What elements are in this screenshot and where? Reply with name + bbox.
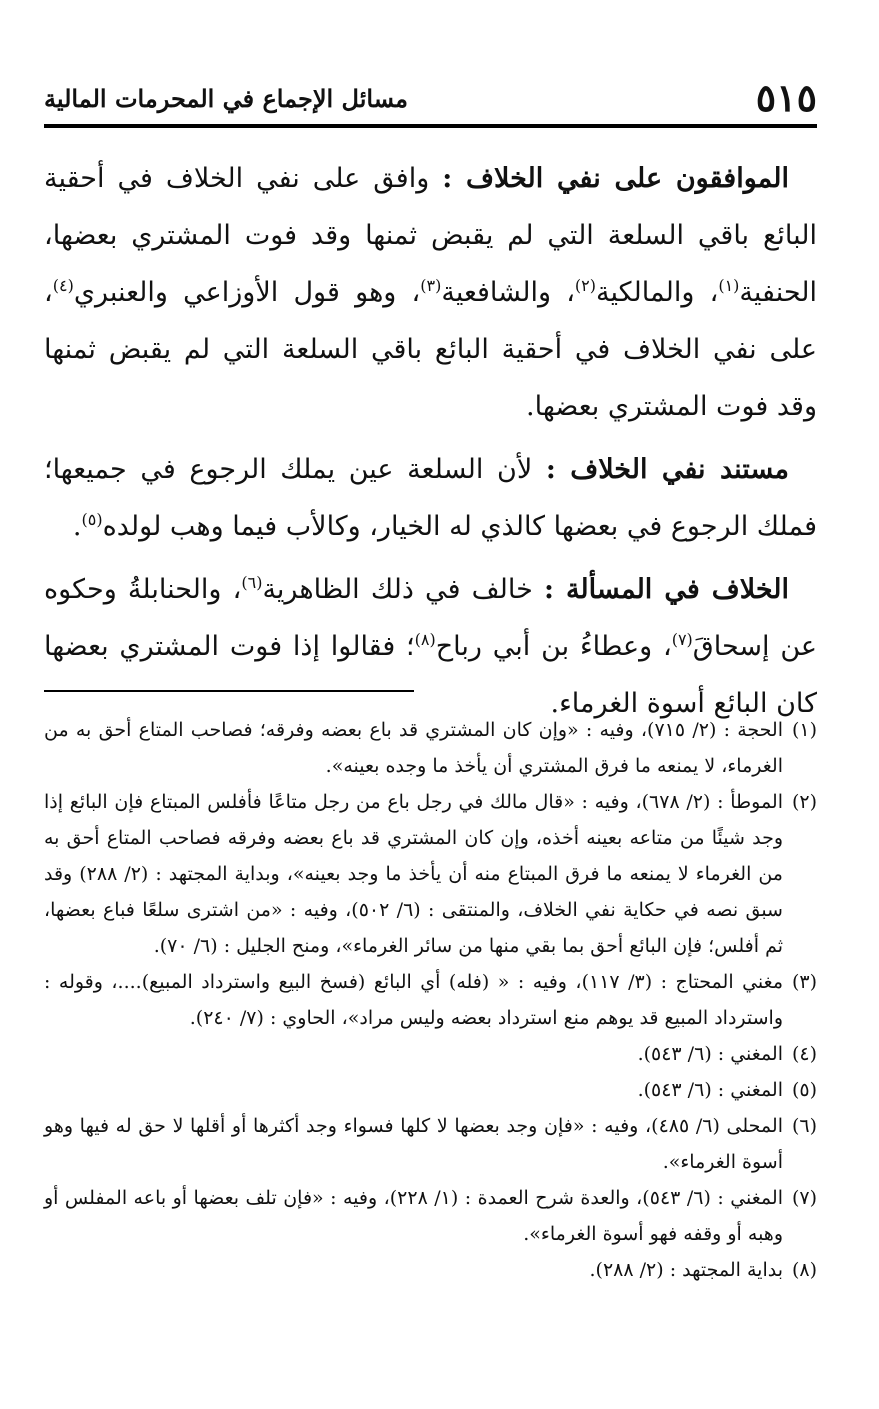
footnote-number: (٤)	[791, 1043, 817, 1065]
page-number: ٥١٥	[755, 75, 817, 120]
paragraph-text: ، وهو قول الأوزاعي والعنبري	[73, 277, 421, 308]
footnote-text: المحلى (٦/ ٤٨٥)، وفيه : «فإن وجد بعضها لا كلها فسواء وجد أكثرها أو أقلها لا حق له فيها وهو أسوة الغرماء».	[44, 1115, 783, 1173]
paragraph-text: ، وعطاءُ بن أبي رباح	[435, 631, 672, 662]
footnote-ref: (١)	[718, 276, 740, 295]
footnote-number: (٢)	[791, 791, 817, 813]
paragraph-text: ، على نفي الخلاف في أحقية البائع باقي السلعة التي لم يقبض ثمنها وقد فوت المشتري بعضها.	[44, 277, 817, 422]
footnote	[44, 1252, 817, 1288]
footnote	[44, 712, 817, 784]
paragraph-text: ؛ فقالوا إذا فوت المشتري بعضها كان البائع أسوة الغرماء.	[44, 631, 817, 719]
footnote-text: الحجة : (٢/ ٧١٥)، وفيه : «وإن كان المشتري قد باع بعضه وفرقه؛ فصاحب المتاع أحق به من الغرماء، لا يمنعه ما فرق المشتري أن يأخذ ما وجده بعينه».	[44, 719, 783, 777]
footnote-ref: (٤)	[52, 276, 74, 295]
footnote-number: (٨)	[791, 1259, 817, 1281]
paragraph-text: .	[72, 511, 82, 542]
footnote-text: المغني : (٦/ ٥٤٣).	[637, 1043, 783, 1065]
footnote-text: الموطأ : (٢/ ٦٧٨)، وفيه : «قال مالك في رجل باع من رجل متاعًا فأفلس المبتاع فإن البائع إذا وجد شيئًا من متاعه بعينه أخذه، وإن كان المشتري قد باع بعضه وفرقه فصاحب المتاع أحق به من الغرماء لا يمنعه ما فرق المبتاع منه أن يأخذ ما وجد بعينه»، وبداية المجتهد : (٢/ ٢٨٨) وقد سبق نصه في حكاية نفي الخلاف، والمنتقى : (٦/ ٥٠٢)، وفيه : «من اشترى سلعًا فباع بعضها، ثم أفلس؛ فإن البائع أحق بما بقي منها من سائر الغرماء»، ومنح الجليل : (٦/ ٧٠).	[44, 791, 783, 957]
footnote-text: المغني : (٦/ ٥٤٣).	[637, 1079, 783, 1101]
paragraph-heading: مستند نفي الخلاف :	[545, 454, 789, 485]
footnote-text: بداية المجتهد : (٢/ ٢٨٨).	[589, 1259, 783, 1281]
paragraph-basis	[44, 441, 817, 555]
footnote-ref: (٢)	[574, 276, 597, 295]
header-rule	[44, 124, 817, 128]
paragraph-text: لأن السلعة عين يملك الرجوع في جميعها؛ فملك الرجوع في بعضها كالذي له الخيار، وكالأب فيما وهب لولده	[44, 454, 817, 542]
footnote	[44, 1180, 817, 1252]
paragraph-text: خالف في ذلك الظاهرية	[262, 574, 544, 605]
paragraph-agreeing	[44, 150, 817, 435]
paragraph-disagreement	[44, 561, 817, 732]
paragraph-heading: الموافقون على نفي الخلاف :	[442, 163, 789, 194]
paragraph-heading: الخلاف في المسألة :	[543, 574, 789, 605]
footnote-ref: (٣)	[420, 276, 442, 295]
footnote-ref: (٨)	[414, 630, 436, 649]
paragraph-text: ، والشافعية	[441, 277, 575, 308]
footnote	[44, 1036, 817, 1072]
paragraph-text: ، والحنابلةُ وحكوه عن إسحاقَ	[44, 574, 817, 662]
paragraph-text: وافق على نفي الخلاف في أحقية البائع باقي السلعة التي لم يقبض ثمنها وقد فوت المشتري بعضها، الحنفية	[44, 163, 817, 308]
footnote-number: (٧)	[791, 1187, 817, 1209]
footnote-number: (١)	[791, 719, 817, 741]
footnote-separator	[44, 690, 414, 692]
footnote-number: (٣)	[791, 971, 817, 993]
footnote-number: (٦)	[791, 1115, 817, 1137]
footnote-text: مغني المحتاج : (٣/ ١١٧)، وفيه : « (فله) أي البائع (فسخ البيع واسترداد المبيع)....، وقوله : واسترداد المبيع قد يوهم منع استرداد بعضه وليس مراد»، الحاوي : (٧/ ٢٤٠).	[44, 971, 783, 1029]
footnote-number: (٥)	[791, 1079, 817, 1101]
running-title: مسائل الإجماع في المحرمات المالية	[44, 84, 408, 113]
footnote	[44, 1072, 817, 1108]
page-header	[44, 70, 817, 120]
footnote	[44, 784, 817, 964]
footnote	[44, 964, 817, 1036]
footnote	[44, 1108, 817, 1180]
paragraph-text: ، والمالكية	[596, 277, 719, 308]
main-text	[44, 150, 817, 732]
footnotes	[44, 712, 817, 1288]
footnote-text: المغني : (٦/ ٥٤٣)، والعدة شرح العمدة : (١/ ٢٢٨)، وفيه : «فإن تلف بعضها أو باعه المفلس أو وهبه أو وقفه فهو أسوة الغرماء».	[44, 1187, 783, 1245]
footnote-ref: (٥)	[81, 510, 103, 529]
footnote-ref: (٦)	[241, 573, 263, 592]
footnote-ref: (٧)	[671, 630, 693, 649]
